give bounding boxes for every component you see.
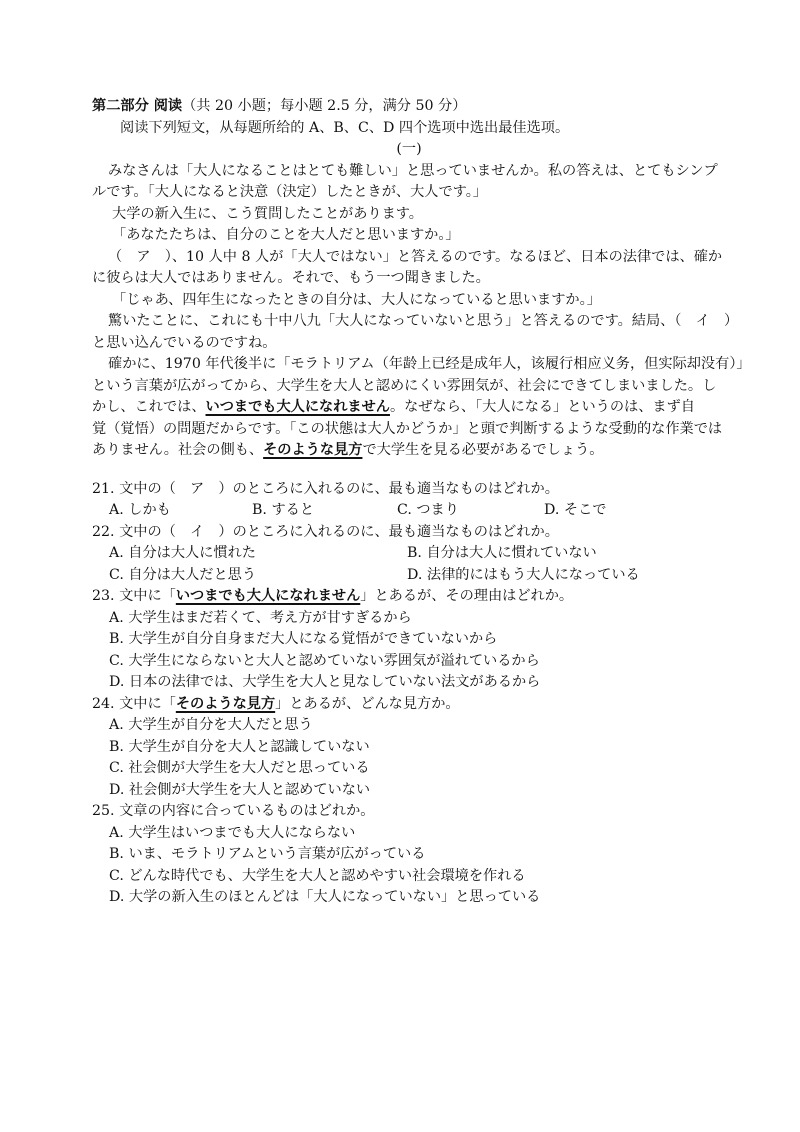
option-b: B. いま、モラトリアムという言葉が広がっている [109,846,426,862]
underlined-phrase: そのような見方 [175,695,276,712]
option-c: C. 大学生にならないと大人と認めていない雰囲気が溢れているから [109,652,540,669]
option-c: C. 社会側が大学生を大人だと思っている [109,760,370,776]
text-segment: 23. 文中に「 [92,588,176,604]
passage-line: に彼らは大人ではありません。それで、もう一つ聞きました。 [92,270,490,286]
question-21 [92,479,726,522]
text-segment: 。なぜなら、「大人になる」というのは、まず自 [389,399,695,415]
passage-line: みなさんは「大人になることはとても難しい」と思っていませんか。私の答えは、とてもシンプ [108,162,718,179]
question-stem: 21. 文中の（ ア ）のところに入れるのに、最も適当なものはどれか。 [92,480,559,497]
section-header [92,96,726,118]
options-row [92,565,726,587]
text-segment: 24. 文中に「 [92,695,176,712]
options-row [92,543,726,565]
passage-line: 「じゃあ、四年生になったときの自分は、大人になっていると思いますか。」 [112,291,601,308]
option-c: C. 自分は大人だと思う [109,566,257,583]
passage-line [92,440,726,462]
reading-passage [92,161,751,462]
option-b: B. 大学生が自分自身まだ大人になる覚悟ができていないから [109,631,498,647]
option-d: D. 社会側が大学生を大人と認めていない [109,781,371,798]
passage-line: 驚いたことに、これにも十中八九「大人になっていないと思う」と答えるのです。結局、（ イ ） [108,313,739,329]
passage-number: (一) [396,141,422,157]
option-a: A. 大学生が自分を大人だと思う [109,717,313,733]
question-stem [92,586,726,608]
option-d: D. 法律的にはもう大人になっている [407,566,640,583]
option-a: A. 自分は大人に慣れた [109,545,256,561]
option-b: B. 大学生が自分を大人と認識していない [109,738,370,755]
question-25 [92,801,726,909]
option-a: A. 大学生はいつまでも大人にならない [109,824,356,841]
option-b: B. 自分は大人に慣れていない [407,545,597,561]
question-stem: 25. 文章の内容に合っているものはどれか。 [92,803,375,819]
passage-line: と思い込んでいるのですね。 [92,334,277,351]
passage-line: という言葉が広がってから、大学生を大人と認めにくい雰囲気が、社会にできてしまいました。し [92,377,717,394]
question-23 [92,586,726,694]
passage-line: 確かに、1970 年代後半に「モラトリアム（年龄上已经是成年人，该履行相应义务，但实际却没有）」 [108,356,751,372]
question-stem [92,694,726,716]
underlined-phrase: いつまでも大人になれません [175,588,361,604]
text-segment: ありません。社会の側も、 [92,442,264,458]
question-stem: 22. 文中の（ イ ）のところに入れるのに、最も適当なものはどれか。 [92,523,559,540]
passage-line: 大学の新入生に、こう質問したことがあります。 [112,205,423,222]
text-segment: かし、これでは、 [92,399,206,415]
options-row [92,500,726,522]
underlined-phrase: そのような見方 [263,442,363,458]
section-instruction: 阅读下列短文，从每题所给的 A、B、C、D 四个选项中选出最佳选项。 [120,119,570,136]
spacer [92,462,726,479]
text-segment: 」とあるが、どんな見方か。 [275,695,460,712]
text-segment: で大学生を見る必要があるでしょう。 [362,442,604,458]
text-segment: 」とあるが、その理由はどれか。 [360,588,574,604]
question-24 [92,694,726,802]
option-a: A. 大学生はまだ若くて、考え方が甘すぎるから [109,609,412,626]
option-a: A. しかも [109,502,171,518]
passage-line: 「あなたたちは、自分のことを大人だと思いますか。」 [112,227,460,243]
section-title: 第二部分 阅读 [92,98,183,114]
option-c: C. つまり [397,502,459,518]
passage-line [92,397,726,419]
option-d: D. 大学の新入生のほとんどは「大人になっていない」と思っている [109,889,541,905]
option-d: D. 日本の法律では、大学生を大人と見なしていない法文があるから [109,674,541,690]
option-d: D. そこで [544,502,607,518]
underlined-phrase: いつまでも大人になれません [205,399,390,415]
option-c: C. どんな時代でも、大学生を大人と認めやすい社会環境を作れる [109,867,526,884]
passage-line: ルです。「大人になると決意（決定）したときが、大人です。」 [92,184,487,200]
section-scoring: （共 20 小题；每小题 2.5 分，满分 50 分） [182,98,467,114]
passage-line: （ ア ）、10 人中 8 人が「大人ではない」と答えるのです。なるほど、日本の法律では、確か [108,248,723,265]
passage-line: 覚（覚悟）の問題だからです。「この状態は大人かどうか」と頭で判断するような受動的な作業では [92,420,723,437]
question-22 [92,522,726,587]
option-b: B. すると [252,502,315,518]
